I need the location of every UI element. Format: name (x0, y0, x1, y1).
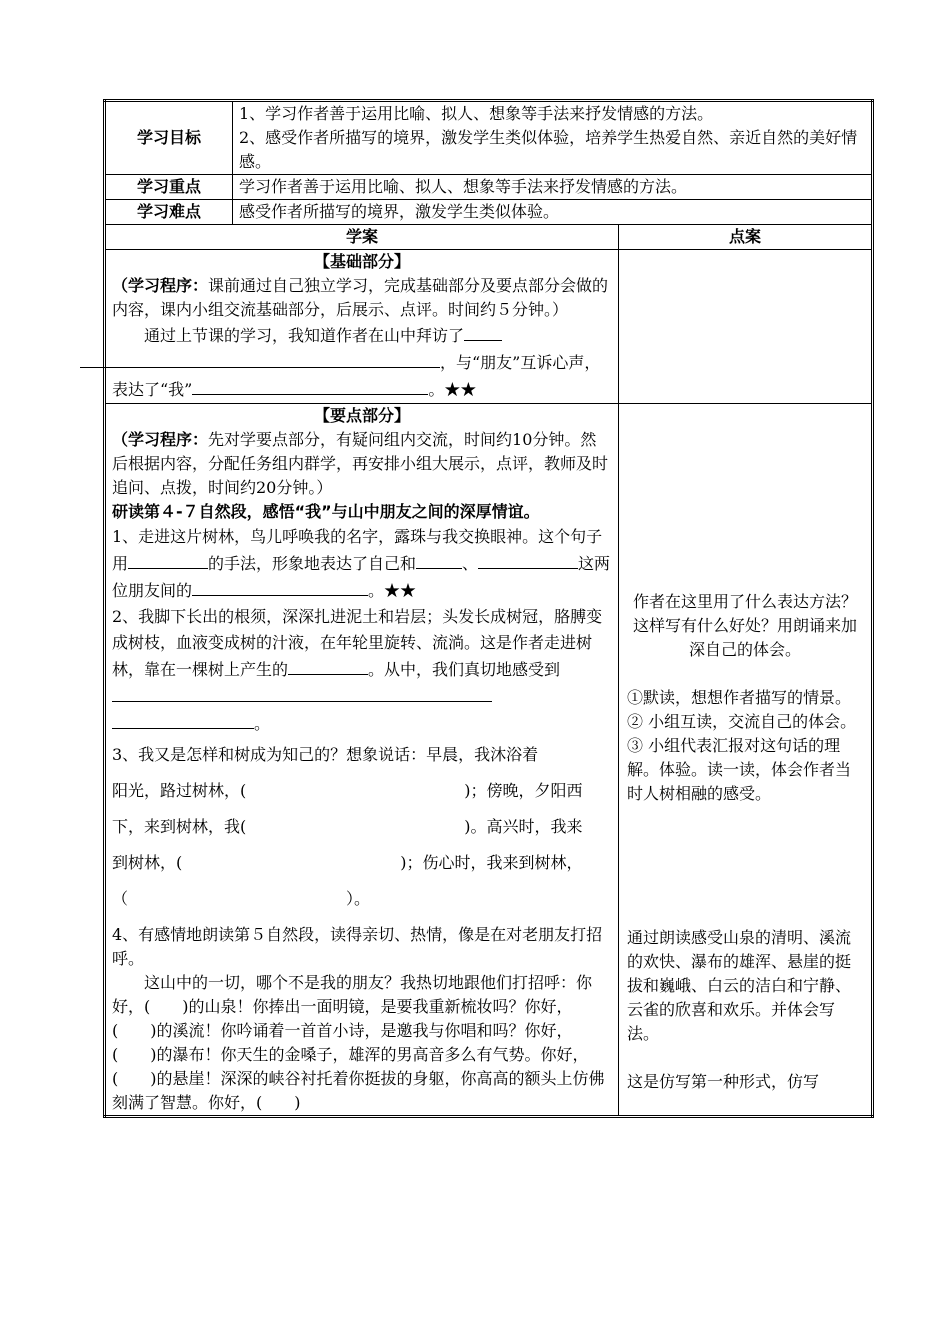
key-point-label: 学习重点 (105, 175, 233, 200)
q3-line-d (112, 845, 612, 881)
q3-text-e2: ）。 (346, 889, 371, 908)
q1-text-a: 1、走进这片树林，鸟儿呼唤我的名字，露珠与我交换眼神。这个句子用 (112, 527, 603, 573)
basic-question-part2: ，与“朋友”互诉心声，表达了“我” (112, 353, 601, 399)
q1-text-d: 这两位朋友间的 (112, 554, 611, 600)
blank-2[interactable] (80, 349, 440, 368)
key-procedure-text: 先对学要点部分，有疑问组内交流，时间约10分钟。然后根据内容，分配任务组内群学，再安排小组大展示，点评，教师及时追问、点拨，时间约20分钟。） (112, 430, 609, 497)
basic-notes (619, 250, 873, 404)
q3-text-a: 3、我又是怎样和树成为知己的？想象说话：早晨，我沐浴着 (112, 745, 539, 764)
q2-text-c: 。 (254, 714, 271, 733)
key-procedure-label: （学习程序： (112, 430, 209, 449)
q3-line-b (112, 773, 612, 809)
note-5: 通过朗读感受山泉的清明、溪流的欢快、瀑布的雄浑、悬崖的挺拔和巍峨、白云的洁白和宁静、云雀的欣喜和欢乐。并体会写法。 (627, 928, 852, 1043)
study-heading: 研读第４-７自然段，感悟“我”与山中朋友之间的深厚情谊。 (112, 502, 540, 521)
q2-text-b: 。从中，我们真切地感受到 (368, 660, 561, 679)
column-header-left: 学案 (105, 225, 619, 250)
blank-3[interactable] (192, 376, 428, 395)
note-4: ③ 小组代表汇报对这句话的理解。体验。读一读，体会作者当时人树相融的感受。 (627, 736, 852, 803)
basic-question (112, 322, 612, 403)
note-2: ①默读，想想作者描写的情景。 (627, 688, 852, 707)
basic-question-part3: 。★★ (428, 380, 477, 399)
note-1: 作者在这里用了什么表达方法？这样写有什么好处？用朗诵来加深自己的体会。 (632, 592, 857, 659)
question-4: 4、有感情地朗读第５自然段，读得亲切、热情，像是在对老朋友打招呼。 (112, 925, 603, 968)
basic-procedure-label: （学习程序： (112, 276, 209, 295)
q3-text-c1: 下，来到树林，我( (112, 817, 247, 836)
objective-2: 2、感受作者所描写的境界，激发学生类似体验，培养学生热爱自然、亲近自然的美好情感。 (239, 128, 858, 171)
q3-line-c (112, 809, 612, 845)
q3-text-b2: )；傍晚，夕阳西 (464, 781, 583, 800)
worksheet (103, 99, 871, 1118)
basic-procedure-text: 课前通过自己独立学习，完成基础部分及要点部分会做的内容，课内小组交流基础部分，后展示、点评。时间约５分钟。） (112, 276, 609, 319)
lesson-table (103, 99, 874, 1118)
question-2 (112, 604, 612, 737)
q1-blank-3[interactable] (478, 550, 578, 569)
objectives-content (233, 101, 873, 175)
q1-text-c: 、 (462, 554, 479, 573)
key-point-row (105, 175, 873, 200)
difficulty-row (105, 200, 873, 225)
difficulty-label: 学习难点 (105, 200, 233, 225)
q2-text-a: 2、我脚下长出的根须，深深扎进泥土和岩层；头发长成树冠，胳膊变成树枝，血液变成树的汁液，在年轮里旋转、流淌。这是作者走进树林，靠在一棵树上产生的 (112, 607, 603, 679)
q1-text-e: 。★★ (368, 581, 417, 600)
q2-blank-2[interactable] (112, 683, 492, 702)
key-section (105, 404, 619, 1117)
blank-1[interactable] (464, 322, 502, 341)
key-procedure (112, 428, 612, 500)
basic-procedure (112, 274, 612, 322)
objectives-label: 学习目标 (105, 101, 233, 175)
objective-1: 1、学习作者善于运用比喻、拟人、想象等手法来抒发情感的方法。 (239, 104, 714, 123)
q3-text-e1: （ (112, 889, 129, 908)
q1-blank-2[interactable] (416, 550, 462, 569)
basic-row (105, 250, 873, 404)
basic-section (105, 250, 619, 404)
objectives-row (105, 101, 873, 175)
key-point-content: 学习作者善于运用比喻、拟人、想象等手法来抒发情感的方法。 (233, 175, 873, 200)
q3-line-e (112, 881, 612, 917)
q3-text-d2: )；伤心时，我来到树林， (400, 853, 583, 872)
q3-text-d1: 到树林，( (112, 853, 183, 872)
question-3 (112, 737, 612, 917)
q2-blank-3[interactable] (112, 710, 254, 729)
q1-blank-1[interactable] (128, 550, 208, 569)
basic-question-part1: 通过上节课的学习，我知道作者在山中拜访了 (144, 326, 465, 345)
note-3: ② 小组互读，交流自己的体会。 (627, 712, 857, 731)
q3-text-c2: )。高兴时，我来 (464, 817, 583, 836)
question-1 (112, 524, 612, 604)
key-row (105, 404, 873, 1117)
difficulty-content: 感受作者所描写的境界，激发学生类似体验。 (233, 200, 873, 225)
key-notes (619, 404, 873, 1117)
q3-text-b1: 阳光，路过树林，( (112, 781, 247, 800)
column-header-row (105, 225, 873, 250)
basic-title: 【基础部分】 (313, 252, 410, 271)
q2-blank-1[interactable] (288, 656, 368, 675)
passage: 这山中的一切，哪个不是我的朋友？我热切地跟他们打招呼：你好，( )的山泉！你捧出一面明镜，是要我重新梳妆吗？你好，( )的溪流！你吟诵着一首首小诗，是邀我与你唱和吗？你好，( )的瀑布！你天生的金嗓子，雄浑的男高音多么有气势。你好，( )的悬崖！深深的峡谷衬托着你挺拔的身躯，你高高的额头上仿佛刻满了智慧。你好，( ) (112, 973, 605, 1112)
column-header-right: 点案 (619, 225, 873, 250)
q1-blank-4[interactable] (192, 577, 368, 596)
note-6: 这是仿写第一种形式，仿写 (627, 1072, 820, 1091)
q1-text-b: 的手法，形象地表达了自己和 (208, 554, 417, 573)
key-title: 【要点部分】 (313, 406, 410, 425)
